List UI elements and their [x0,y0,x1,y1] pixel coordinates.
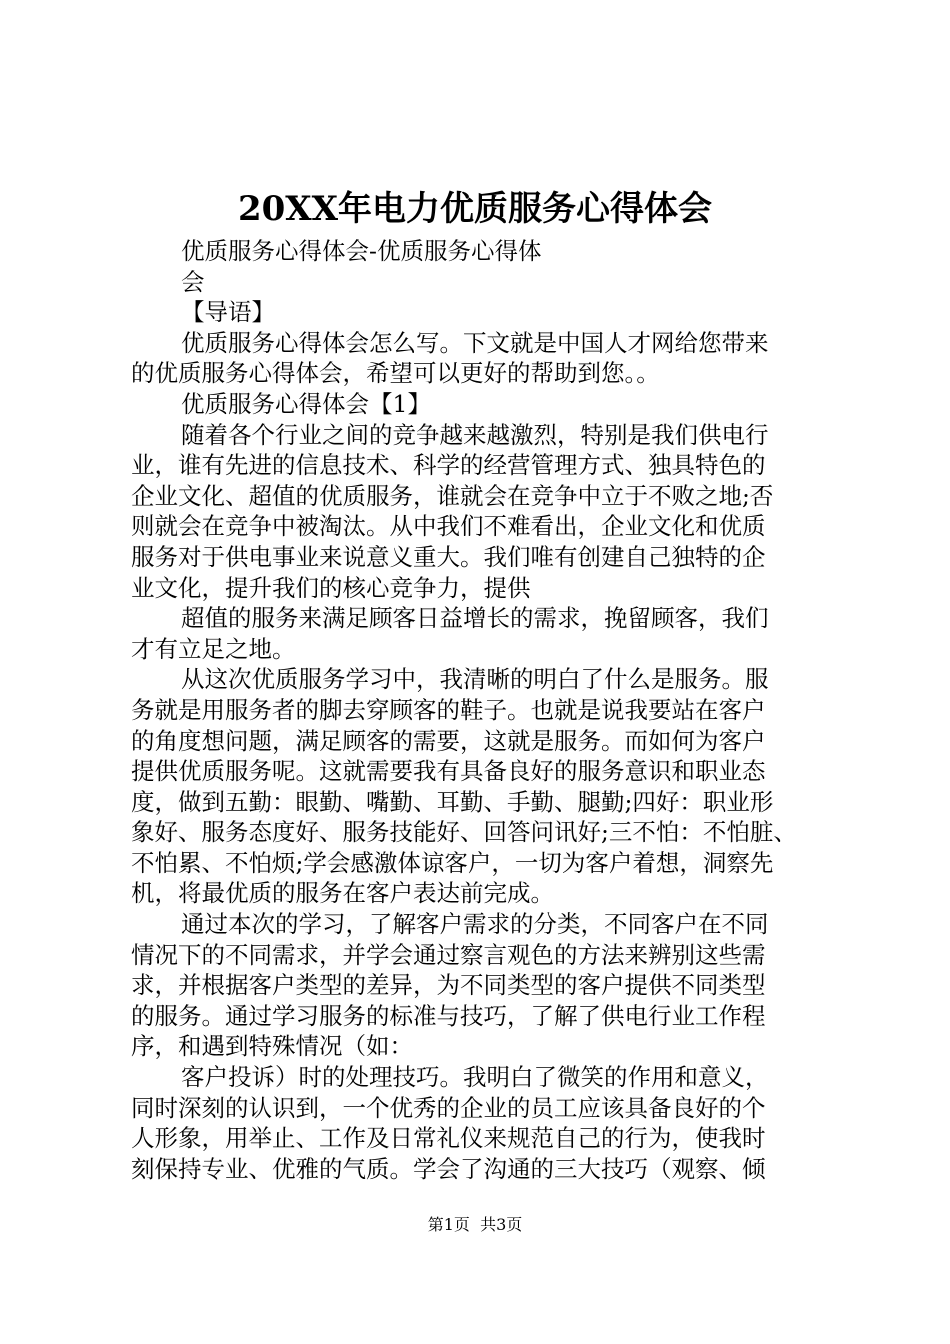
text-line: 随着各个行业之间的竞争越来越激烈，特别是我们供电行 [181,420,769,449]
text-line: 象好、服务态度好、服务技能好、回答问讯好;三不怕：不怕脏、 [131,818,797,847]
text-line: 提供优质服务呢。这就需要我有具备良好的服务意识和职业态 [131,757,766,786]
text-line: 的角度想问题，满足顾客的需要，这就是服务。而如何为客户 [131,726,766,755]
section-label-guide: 【导语】 [181,298,275,327]
document-body [131,236,831,1184]
text-line: 优质服务心得体会怎么写。下文就是中国人才网给您带来 [181,328,769,357]
text-line: 通过本次的学习，了解客户需求的分类，不同客户在不同 [181,910,769,939]
document-title: 20XX年电力优质服务心得体会 [237,189,713,229]
text-line: 企业文化、超值的优质服务，谁就会在竞争中立于不败之地;否 [131,481,774,510]
text-line: 的服务。通过学习服务的标准与技巧，了解了供电行业工作程 [131,1001,766,1030]
text-line: 优质服务心得体会-优质服务心得体 [181,237,542,265]
text-line: 则就会在竞争中被淘汰。从中我们不难看出，企业文化和优质 [131,512,766,541]
text-line: 求，并根据客户类型的差异，为不同类型的客户提供不同类型 [131,971,766,1000]
text-line: 客户投诉）时的处理技巧。我明白了微笑的作用和意义， [181,1063,769,1092]
text-line: 刻保持专业、优雅的气质。学会了沟通的三大技巧（观察、倾 [131,1154,766,1183]
text-line: 同时深刻的认识到，一个优秀的企业的员工应该具备良好的个 [131,1093,766,1122]
text-line: 业文化，提升我们的核心竞争力，提供 [131,573,531,602]
text-line: 情况下的不同需求，并学会通过察言观色的方法来辨别这些需 [131,940,766,969]
text-line: 才有立足之地。 [131,634,296,663]
text-line: 的优质服务心得体会，希望可以更好的帮助到您。。 [131,359,660,388]
text-line: 会 [181,267,205,296]
text-line: 不怕累、不怕烦;学会感激体谅客户，一切为客户着想，洞察先 [131,848,774,877]
text-line: 人形象，用举止、工作及日常礼仪来规范自己的行为，使我时 [131,1124,766,1153]
text-line: 序，和遇到特殊情况（如： [131,1032,413,1061]
text-line: 务就是用服务者的脚去穿顾客的鞋子。也就是说我要站在客户 [131,695,766,724]
text-line: 服务对于供电事业来说意义重大。我们唯有创建自己独特的企 [131,542,766,571]
text-line: 从这次优质服务学习中，我清晰的明白了什么是服务。服 [181,665,769,694]
text-line: 业，谁有先进的信息技术、科学的经营管理方式、独具特色的 [131,451,766,480]
page-footer: 第1页 共3页 [427,1215,523,1234]
section-heading: 优质服务心得体会【1】 [181,389,431,418]
text-line: 机，将最优质的服务在客户表达前完成。 [131,879,554,908]
text-line: 度，做到五勤：眼勤、嘴勤、耳勤、手勤、腿勤;四好：职业形 [131,787,774,816]
text-line: 超值的服务来满足顾客日益增长的需求，挽留顾客，我们 [181,604,769,633]
